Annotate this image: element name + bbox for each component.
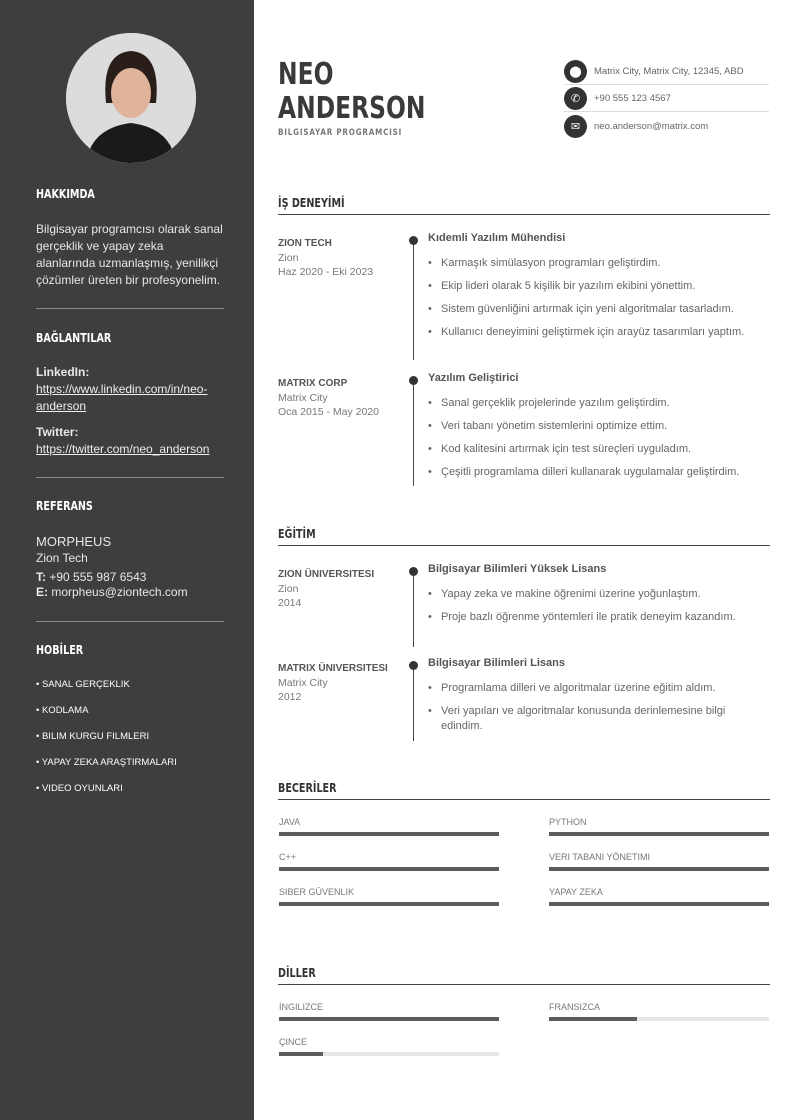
skill-name: FRANSIZCA <box>549 1002 601 1012</box>
level-fill <box>279 1017 499 1021</box>
skill-name: ÇINCE <box>279 1037 308 1047</box>
level-fill <box>549 867 769 871</box>
reference-email: morpheus@ziontech.com <box>51 585 188 599</box>
bullet-item: • Ekip lideri olarak 5 kişilik bir yazılım ekibini yönettim. <box>428 279 768 294</box>
timeline-dot <box>409 376 418 385</box>
level-bar <box>549 1017 769 1021</box>
role-title: Yazılım Geliştirici <box>428 372 519 384</box>
skill-bar <box>279 1037 499 1056</box>
organization-name: MATRIX ÜNIVERSITESI <box>278 663 388 674</box>
email-label: E: <box>36 585 48 599</box>
education-entry <box>278 563 770 643</box>
skill-name: VERI TABANI YÖNETIMI <box>549 852 651 862</box>
linkedin-link[interactable]: https://www.linkedin.com/in/neo-anderson <box>36 382 208 413</box>
level-fill <box>549 902 769 906</box>
dates: 2014 <box>278 597 302 609</box>
sidebar <box>0 0 254 1120</box>
experience-entry <box>278 232 770 356</box>
bullet-item: • Kullanıcı deneyimini geliştirmek için arayüz tasarımları yaptım. <box>428 325 768 340</box>
links-heading: BAĞLANTILAR <box>36 331 112 345</box>
location: Matrix City <box>278 677 328 689</box>
organization-name: MATRIX CORP <box>278 378 348 389</box>
organization-info <box>278 236 398 279</box>
timeline-line <box>413 665 414 741</box>
twitter-link[interactable]: https://twitter.com/neo_anderson <box>36 442 210 456</box>
skill-name: JAVA <box>279 817 301 827</box>
reference-heading: REFERANS <box>36 499 93 513</box>
skill-bar <box>549 1002 769 1021</box>
phone-label: T: <box>36 570 46 584</box>
organization-name: ZION TECH <box>278 238 332 249</box>
organization-info <box>278 376 398 419</box>
skill-bar <box>549 817 769 836</box>
location-pin-icon: ⬤ <box>564 60 587 83</box>
level-bar <box>549 832 769 836</box>
skill-name: İNGILIZCE <box>279 1002 324 1012</box>
bullet-item: • Sistem güvenliğini artırmak için yeni algoritmalar tasarladım. <box>428 302 768 317</box>
bullet-item: • Yapay zeka ve makine öğrenimi üzerine yoğunlaştım. <box>428 587 768 602</box>
level-fill <box>549 832 769 836</box>
experience-heading: İŞ DENEYİMİ <box>278 196 770 215</box>
profile-photo <box>66 33 196 163</box>
hobby-item: • SANAL GERÇEKLIK <box>36 679 130 690</box>
divider <box>36 621 224 622</box>
role-title: Kıdemli Yazılım Mühendisi <box>428 232 566 244</box>
skill-bar <box>279 817 499 836</box>
timeline-dot <box>409 567 418 576</box>
level-bar <box>279 902 499 906</box>
role-title: Bilgisayar Bilimleri Lisans <box>428 657 565 669</box>
candidate-name: NEO ANDERSON <box>278 57 426 126</box>
level-bar <box>549 867 769 871</box>
bullet-item: • Proje bazlı öğrenme yöntemleri ile pratik deneyim kazandım. <box>428 610 768 625</box>
bullet-item: • Veri tabanı yönetim sistemlerini optimize ettim. <box>428 419 768 434</box>
skill-bar <box>279 1002 499 1021</box>
organization-info <box>278 661 398 704</box>
job-title: BILGISAYAR PROGRAMCISI <box>278 128 403 138</box>
languages-heading: DİLLER <box>278 966 770 985</box>
hobbies-heading: HOBİLER <box>36 643 84 657</box>
level-bar <box>279 832 499 836</box>
reference-company: Zion Tech <box>36 551 88 565</box>
timeline-line <box>413 240 414 360</box>
skill-bar <box>279 852 499 871</box>
organization-info <box>278 567 398 610</box>
level-fill <box>279 902 499 906</box>
timeline-line <box>413 380 414 486</box>
phone-icon: ✆ <box>564 87 587 110</box>
reference-phone: +90 555 987 6543 <box>49 570 147 584</box>
skill-bar <box>279 887 499 906</box>
divider <box>36 477 224 478</box>
level-bar <box>279 1017 499 1021</box>
divider <box>36 308 224 309</box>
level-fill <box>279 867 499 871</box>
contact-address: ⬤ Matrix City, Matrix City, 12345, ABD <box>564 58 769 85</box>
dates: 2012 <box>278 691 302 703</box>
bullet-item: • Programlama dilleri ve algoritmalar üzerine eğitim aldım. <box>428 681 768 696</box>
hobby-item: • BILIM KURGU FILMLERI <box>36 731 150 742</box>
skills-heading: BECERİLER <box>278 781 770 800</box>
dates: Oca 2015 - May 2020 <box>278 406 379 418</box>
contact-email[interactable]: ✉ neo.anderson@matrix.com <box>564 113 769 140</box>
level-bar <box>279 867 499 871</box>
timeline-line <box>413 571 414 647</box>
skill-name: PYTHON <box>549 817 587 827</box>
dates: Haz 2020 - Eki 2023 <box>278 266 374 278</box>
bullet-item: • Kod kalitesini artırmak için test süreçleri uyguladım. <box>428 442 768 457</box>
about-heading: HAKKIMDA <box>36 187 95 201</box>
level-bar <box>549 902 769 906</box>
role-title: Bilgisayar Bilimleri Yüksek Lisans <box>428 563 607 575</box>
location: Zion <box>278 252 299 264</box>
level-fill <box>279 832 499 836</box>
linkedin-label: LinkedIn: <box>36 365 90 379</box>
hobby-item: • VIDEO OYUNLARI <box>36 783 123 794</box>
education-heading: EĞİTİM <box>278 527 770 546</box>
timeline-dot <box>409 236 418 245</box>
skill-bar <box>549 852 769 871</box>
location: Zion <box>278 583 299 595</box>
hobby-item: • YAPAY ZEKA ARAŞTIRMALARI <box>36 757 177 768</box>
location: Matrix City <box>278 392 328 404</box>
education-entry <box>278 657 770 737</box>
bullet-item: • Sanal gerçeklik projelerinde yazılım geliştirdim. <box>428 396 768 411</box>
level-bar <box>279 1052 499 1056</box>
envelope-icon: ✉ <box>564 115 587 138</box>
timeline-dot <box>409 661 418 670</box>
skill-name: SIBER GÜVENLIK <box>279 887 355 897</box>
twitter-label: Twitter: <box>36 425 79 439</box>
experience-entry <box>278 372 770 482</box>
about-text: Bilgisayar programcısı olarak sanal gerçeklik ve yapay zeka alanlarında uzmanlaşmış, yenilikçi çözümler üreten bir profesyonelim. <box>36 222 223 287</box>
bullet-item: • Veri yapıları ve algoritmalar konusunda derinlemesine bilgi edindim. <box>428 704 768 734</box>
hobby-item: • KODLAMA <box>36 705 89 716</box>
contact-phone: ✆ +90 555 123 4567 <box>564 85 769 112</box>
skill-name: YAPAY ZEKA <box>549 887 603 897</box>
skill-bar <box>549 887 769 906</box>
bullet-item: • Çeşitli programlama dilleri kullanarak uygulamalar geliştirdim. <box>428 465 768 480</box>
level-fill <box>549 1017 637 1021</box>
bullet-item: • Karmaşık simülasyon programları geliştirdim. <box>428 256 768 271</box>
reference-name: MORPHEUS <box>36 534 112 549</box>
level-fill <box>279 1052 323 1056</box>
skill-name: C++ <box>279 852 297 862</box>
organization-name: ZION ÜNIVERSITESI <box>278 569 375 580</box>
